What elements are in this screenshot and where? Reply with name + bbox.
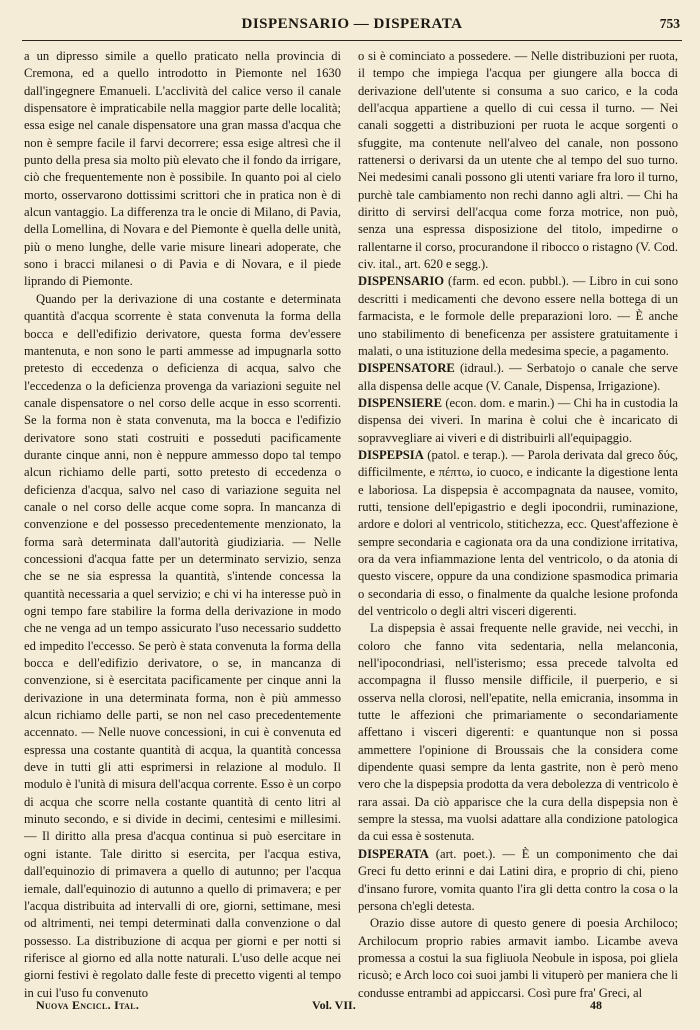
page (22, 12, 682, 1020)
entry-headword: DISPEPSIA (358, 447, 424, 462)
left-column (24, 48, 341, 1000)
entry-body: (idraul.). — Serbatojo o canale che serve alla dispensa delle acque (V. Canale, Dispensa, Irrigazione). (358, 361, 678, 393)
entry-dispensiere (358, 395, 678, 447)
header-rule (22, 40, 682, 41)
right-column (358, 48, 678, 1000)
entry-body: (art. poet.). — È un componimento che dai Greci fu detto erinni e dai Latini dira, e proprio di chi, pieno d'insano furore, vomita quanto l'ira gli detta contro la cosa o la persona ch'egli detesta. (358, 846, 678, 913)
entry-headword: DISPENSATORE (358, 361, 455, 376)
page-number: 753 (659, 16, 680, 31)
sheet-number: 48 (590, 998, 602, 1012)
entry-headword: DISPENSIERE (358, 395, 442, 410)
paragraph: a un dipresso simile a quello praticato nella provincia di Cremona, ed a quello introdotto in Piemonte nel 1630 dall'ingegnere Emanueli. L'acclività del calice verso il canale dispensatore è impraticabile nella maggior parte delle località; essa esige nel canale dispensatore una gran massa d'acqua che non è sempre facile il farvi decorrere; essa esige altresì che il punto della presa sia molto più elevato che il fondo da irrigare, ciò che frequentemente non è possibile. In quanto poi al cielo morto, osservarono dottissimi scrittori che in pratica non è di alcun vantaggio. La differenza tra le oncie di Milano, di Pavia, della Lomellina, di Novara e del Piemonte è quella delle unità, più o meno lunghe, delle varie misure lineari adoperate, che sono i bracci milanesi o di Pavia e di Novara, e il piede liprando di Piemonte. (24, 49, 341, 289)
entry-body: (farm. ed econ. pubbl.). — Libro in cui sono descritti i medicamenti che devono essere nella bottega di un farmacista, e le formole delle preparazioni loro. — È anche uno stabilimento di beneficenza per assistere gratuitamente i malati, o una istituzione della medesima specie, a pagamento. (358, 274, 678, 358)
paragraph: Quando per la derivazione di una costante e determinata quantità d'acqua scorrente è stata convenuta la forma della bocca e dell'edifizio derivatore, questa forma dev'essere mantenuta, e non sono le parti ammesse ad impugnarla sotto pretesto di eccedenza o deficienza di acqua, salvo che l'eccedenza o la deficienza provenga da variazioni seguite nel canale dispensatore o nel corso delle acque in esso scorrenti. Se la forma non è stata convenuta, ma la bocca e l'edifizio derivatore sono stati costruiti e posseduti pacificamente durante cinque anni, non è neppure ammesso dopo tal tempo alcun richiamo delle parti, sotto pretesto di eccedenza o deficienza d'acqua, salvo nel caso di variazione seguita nel canale o nel corso delle acque come sopra. In mancanza di convenzione e del possesso precedentemente menzionato, la forma sarà determinata dall'autorità giudiziaria. — Nelle concessioni d'acqua fatte per un determinato servizio, senza che se ne sia espressa la quantità, s'intende concessa la quantità necessaria a quel servizio; e chi vi ha interesse può in ogni tempo fare stabilire la forma della derivazione in modo che ne venga ad un tempo assicurato l'uso necessario suddetto ed impedito l'eccesso. Se però è stata convenuta la forma della bocca e dell'edifizio derivatore, o se, in mancanza di convenzione, si è esercitata pacificamente per cinque anni la derivazione in una determinata forma, non è più ammesso alcun richiamo delle parti, se non nel caso precedentemente accennato. — Nelle nuove concessioni, in cui è convenuta ed espressa una costante quantità di acqua, la quantità concessa deve in tutti gli atti esprimersi in relazione al modulo. Il modulo è l'unità di misura dell'acqua corrente. Esso è un corpo di acqua che scorre nella costante quantità di cento litri al minuto secondo, e si divide in decimi, centesimi e millesimi. — Il diritto alla presa d'acqua continua si può esercitare in ogni istante. Tale diritto si esercita, per l'acqua estiva, dall'equinozio di primavera a quello di autunno; per l'acqua iemale, dall'equinozio di autunno a quello di primavera; e per l'acqua distribuita ad intervalli di ore, giorni, settimane, mesi od altrimenti, nei tempi determinati dalla convenzione o dal possesso. La distribuzione di acqua per giorni e per notti si riferisce al giorno ed alla notte naturali. L'uso delle acque nei giorni festivi è regolato dalle feste di precetto vigenti al tempo in cui l'uso fu convenuto (24, 291, 341, 1000)
entry-headword: DISPERATA (358, 846, 429, 861)
volume-label: Vol. VII. (312, 998, 356, 1012)
entry-body: (econ. dom. e marin.) — Chi ha in custodia la dispensa dei viveri. In marina è colui che è incaricato di sopravvegliare ai viveri e di distribuirli all'equipaggio. (358, 395, 678, 445)
entry-body: (patol. e terap.). — Parola derivata dal greco δύς, difficilmente, e πέπτω, io cuoco, e indicante la digestione lenta e laboriosa. La dispepsia è accompagnata da nausee, vomito, rutti, tensione dell'epigastrio e degli ipocondrii, ruminazione, ardore e dolori al ventricolo, stitichezza, ecc. Quest'affezione è sempre secondaria e cagionata ora da una condizione irritativa, ora da vera infiammazione lenta del ventricolo, o da atonia di questo viscere, oppure da una condizione spasmodica primaria o secondaria di esso, o finalmente da qualche lesione profonda del ventricolo o degli altri visceri digerenti. (358, 447, 678, 618)
page-footer (22, 998, 682, 1016)
entry-dispensatore (358, 360, 678, 395)
entry-dispensario (358, 273, 678, 360)
entry-disperata (358, 846, 678, 915)
text-columns (22, 48, 682, 1000)
page-header (22, 12, 682, 42)
encyclopedia-name: Nuova Encicl. Ital. (36, 998, 140, 1012)
running-title: DISPENSARIO — DISPERATA (241, 16, 463, 32)
paragraph: La dispepsia è assai frequente nelle gravide, nei vecchi, in coloro che fanno vita sedentaria, nella melanconia, nell'ipocondriasi, nell'isterismo; essa precede talvolta ed accompagna il flusso mensile difficile, il puerperio, e si osserva nella clorosi, nell'epatite, nella emicrania, insomma in tutte le affezioni che primariamente o secondariamente affettano i visceri digerenti: e quantunque non si possa ammettere l'opinione di Broussais che la considera come dipendente quasi sempre da lenta gastrite, non è però meno vero che la dispepsia prodotta da vera debolezza di ventricolo è rara assai. Da ciò apparisce che la cura della dispepsia non è sempre la stessa, ma vuolsi adattare alla condizione patologica da cui essa è sostenuta. (358, 621, 678, 844)
entry-headword: DISPENSARIO (358, 274, 445, 289)
paragraph: Orazio disse autore di questo genere di poesia Archiloco; Archilocum proprio rabies armavit iambo. Licambe aveva promessa a costui la sua figliuola Neobule in isposa, poi gliela ricusò; e Arch loco coi suoi jambi li vituperò per maniera che li condusse entrambi ad appiccarsi. Così pure fra' Greci, al (358, 916, 678, 1000)
entry-dispepsia (358, 447, 678, 620)
paragraph: o si è cominciato a possedere. — Nelle distribuzioni per ruota, il tempo che impiega l'acqua per giungere alla bocca di derivazione dell'utente si consuma a suo carico, e la coda dell'acqua appartiene a quello di cui cessa il turno. — Nei canali soggetti a distribuzioni per ruota le acque sorgenti o sfuggite, ma contenute nell'alveo del canale, non possono rattenersi o derivarsi da un utente che al tempo del suo turno. Nei medesimi canali possono gli utenti variare fra loro il turno, purchè tale cambiamento non rechi danno agli altri. — Chi ha diritto di servirsi dell'acqua come forza motrice, non può, senza una espressa disposizione del titolo, impedirne o rallentarne il corso, procurandone il ribocco o ristagno (V. Cod. civ. ital., art. 620 e segg.). (358, 49, 678, 272)
